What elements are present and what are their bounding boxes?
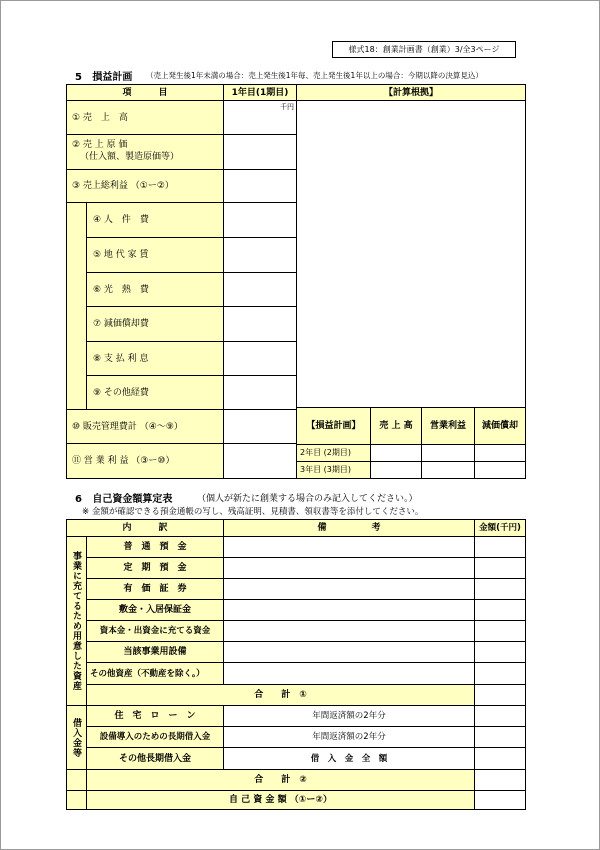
row-operating-label: ⑪ 営 業 利 益 （③ー⑩） — [66, 443, 224, 479]
row-depreciation-label: ⑦ 減価償却費 — [86, 306, 224, 342]
asset-item-amount[interactable] — [474, 557, 526, 579]
asset-item-label: 当該事業用設備 — [86, 641, 224, 663]
total1-amount[interactable] — [474, 684, 526, 706]
header-year1: 1年目(1期目) — [223, 84, 297, 101]
section6-number: 6 — [75, 494, 82, 505]
loan-item-label: 住 宅 ロ ー ン — [86, 705, 224, 727]
total2-amount[interactable] — [474, 769, 526, 791]
subtable-col-op: 営業利益 — [421, 407, 475, 445]
row-other-label: ⑨ その他経費 — [86, 375, 224, 410]
row-depreciation-input[interactable] — [223, 306, 297, 342]
header-breakdown: 内 訳 — [66, 519, 224, 537]
subtable-year3-label: 3年目 (3期目) — [296, 461, 371, 479]
section6-subtitle: （個人が新たに創業する場合のみ記入してください。） — [197, 494, 418, 504]
year3-op-input[interactable] — [421, 461, 475, 479]
row-sales-label: ① 売 上 高 — [66, 100, 224, 135]
asset-item-label: 資本金・出資金に充てる資金 — [86, 620, 224, 642]
asset-item-remark[interactable] — [223, 641, 475, 663]
group1-label: 事業に充てるため用意した資産 — [71, 551, 81, 691]
section6-note: ※ 金額が確認できる預金通帳の写し、残高証明、見積書、領収書等を添付してください。 — [82, 507, 424, 517]
asset-item-amount[interactable] — [474, 620, 526, 642]
year2-op-input[interactable] — [421, 444, 475, 462]
expense-group-indent — [66, 202, 87, 410]
row-utilities-input[interactable] — [223, 272, 297, 307]
loan-item-amount[interactable] — [474, 726, 526, 748]
total2-label: 合 計 ② — [86, 769, 475, 791]
loan-item-remark: 借 入 金 全 額 — [223, 747, 475, 770]
own-funds-spacer — [66, 790, 87, 810]
subtable-col-sales: 売 上 高 — [370, 407, 422, 445]
subtable-col-dep: 減価償却 — [474, 407, 526, 445]
asset-item-label: 定 期 預 金 — [86, 557, 224, 579]
loan-item-amount[interactable] — [474, 747, 526, 770]
asset-item-remark[interactable] — [223, 599, 475, 621]
subtable-header: 【損益計画】 — [296, 407, 371, 445]
asset-item-remark[interactable] — [223, 620, 475, 642]
year2-sales-input[interactable] — [370, 444, 422, 462]
group2-label-cell — [66, 705, 87, 770]
asset-item-remark[interactable] — [223, 662, 475, 685]
row-rent-input[interactable] — [223, 237, 297, 273]
row-cost-label-a: ② 売 上 原 価 — [72, 140, 128, 150]
asset-item-amount[interactable] — [474, 641, 526, 663]
unit-label: 千円 — [280, 103, 294, 111]
loan-item-remark: 年間返済額の2年分 — [223, 705, 475, 727]
asset-item-label: その他資産（不動産を除く。） — [86, 662, 224, 685]
header-amount: 金額(千円) — [474, 519, 526, 537]
group1-label-cell — [66, 536, 87, 706]
row-cost-input[interactable] — [223, 134, 297, 170]
row-sales-input[interactable] — [223, 100, 297, 135]
asset-item-label: 有 価 証 券 — [86, 578, 224, 600]
row-gross-label: ③ 売上総利益 （①ー②） — [66, 169, 224, 203]
section6-title: 自己資金額算定表 — [92, 494, 173, 505]
year2-dep-input[interactable] — [474, 444, 526, 462]
subtable-year2-label: 2年目 (2期目) — [296, 444, 371, 462]
total1-label: 合 計 ① — [86, 684, 475, 706]
year3-dep-input[interactable] — [474, 461, 526, 479]
section5-title: 損益計画 — [92, 72, 133, 83]
row-personnel-input[interactable] — [223, 202, 297, 238]
own-funds-amount[interactable] — [474, 790, 526, 810]
asset-item-label: 敷金・入居保証金 — [86, 599, 224, 621]
year3-sales-input[interactable] — [370, 461, 422, 479]
asset-item-label: 普 通 預 金 — [86, 536, 224, 558]
row-other-input[interactable] — [223, 375, 297, 410]
loan-item-label: 設備導入のための長期借入金 — [86, 726, 224, 748]
row-utilities-label: ⑥ 光 熱 費 — [86, 272, 224, 307]
loan-item-label: その他長期借入金 — [86, 747, 224, 770]
asset-item-amount[interactable] — [474, 578, 526, 600]
header-item: 項 目 — [66, 84, 224, 101]
form-id-label: 様式18：創業計画書（創業）3/全3ページ — [332, 41, 516, 58]
section6-heading — [75, 490, 172, 505]
row-operating-input[interactable] — [223, 443, 297, 479]
row-gross-input[interactable] — [223, 169, 297, 203]
asset-item-remark[interactable] — [223, 536, 475, 558]
row-cost-label — [66, 134, 224, 170]
section5-note: （売上発生後1年未満の場合：売上発生後1年毎、売上発生後1年以上の場合：今期以降の決算見込） — [146, 71, 483, 80]
row-interest-input[interactable] — [223, 341, 297, 376]
group2-label: 借入金等 — [71, 717, 81, 758]
row-cost-label-b: （仕入額、製造原価等） — [80, 152, 180, 162]
row-rent-label: ⑤ 地 代 家 賃 — [86, 237, 224, 273]
asset-item-amount[interactable] — [474, 662, 526, 685]
section5-heading — [75, 68, 132, 83]
loan-item-remark: 年間返済額の2年分 — [223, 726, 475, 748]
asset-item-amount[interactable] — [474, 536, 526, 558]
header-remarks: 備 考 — [223, 519, 475, 537]
row-interest-label: ⑧ 支 払 利 息 — [86, 341, 224, 376]
loan-item-amount[interactable] — [474, 705, 526, 727]
section5-number: 5 — [75, 72, 82, 83]
row-personnel-label: ④ 人 件 費 — [86, 202, 224, 238]
asset-item-remark[interactable] — [223, 557, 475, 579]
row-sga-label: ⑩ 販売管理費計 （④～⑨） — [66, 409, 224, 444]
total2-spacer — [66, 769, 87, 791]
own-funds-label: 自 己 資 金 額 （①ー②） — [86, 790, 475, 810]
basis-textarea[interactable] — [296, 100, 526, 408]
asset-item-remark[interactable] — [223, 578, 475, 600]
asset-item-amount[interactable] — [474, 599, 526, 621]
row-sga-input[interactable] — [223, 409, 297, 444]
header-basis: 【計算根拠】 — [296, 84, 526, 101]
